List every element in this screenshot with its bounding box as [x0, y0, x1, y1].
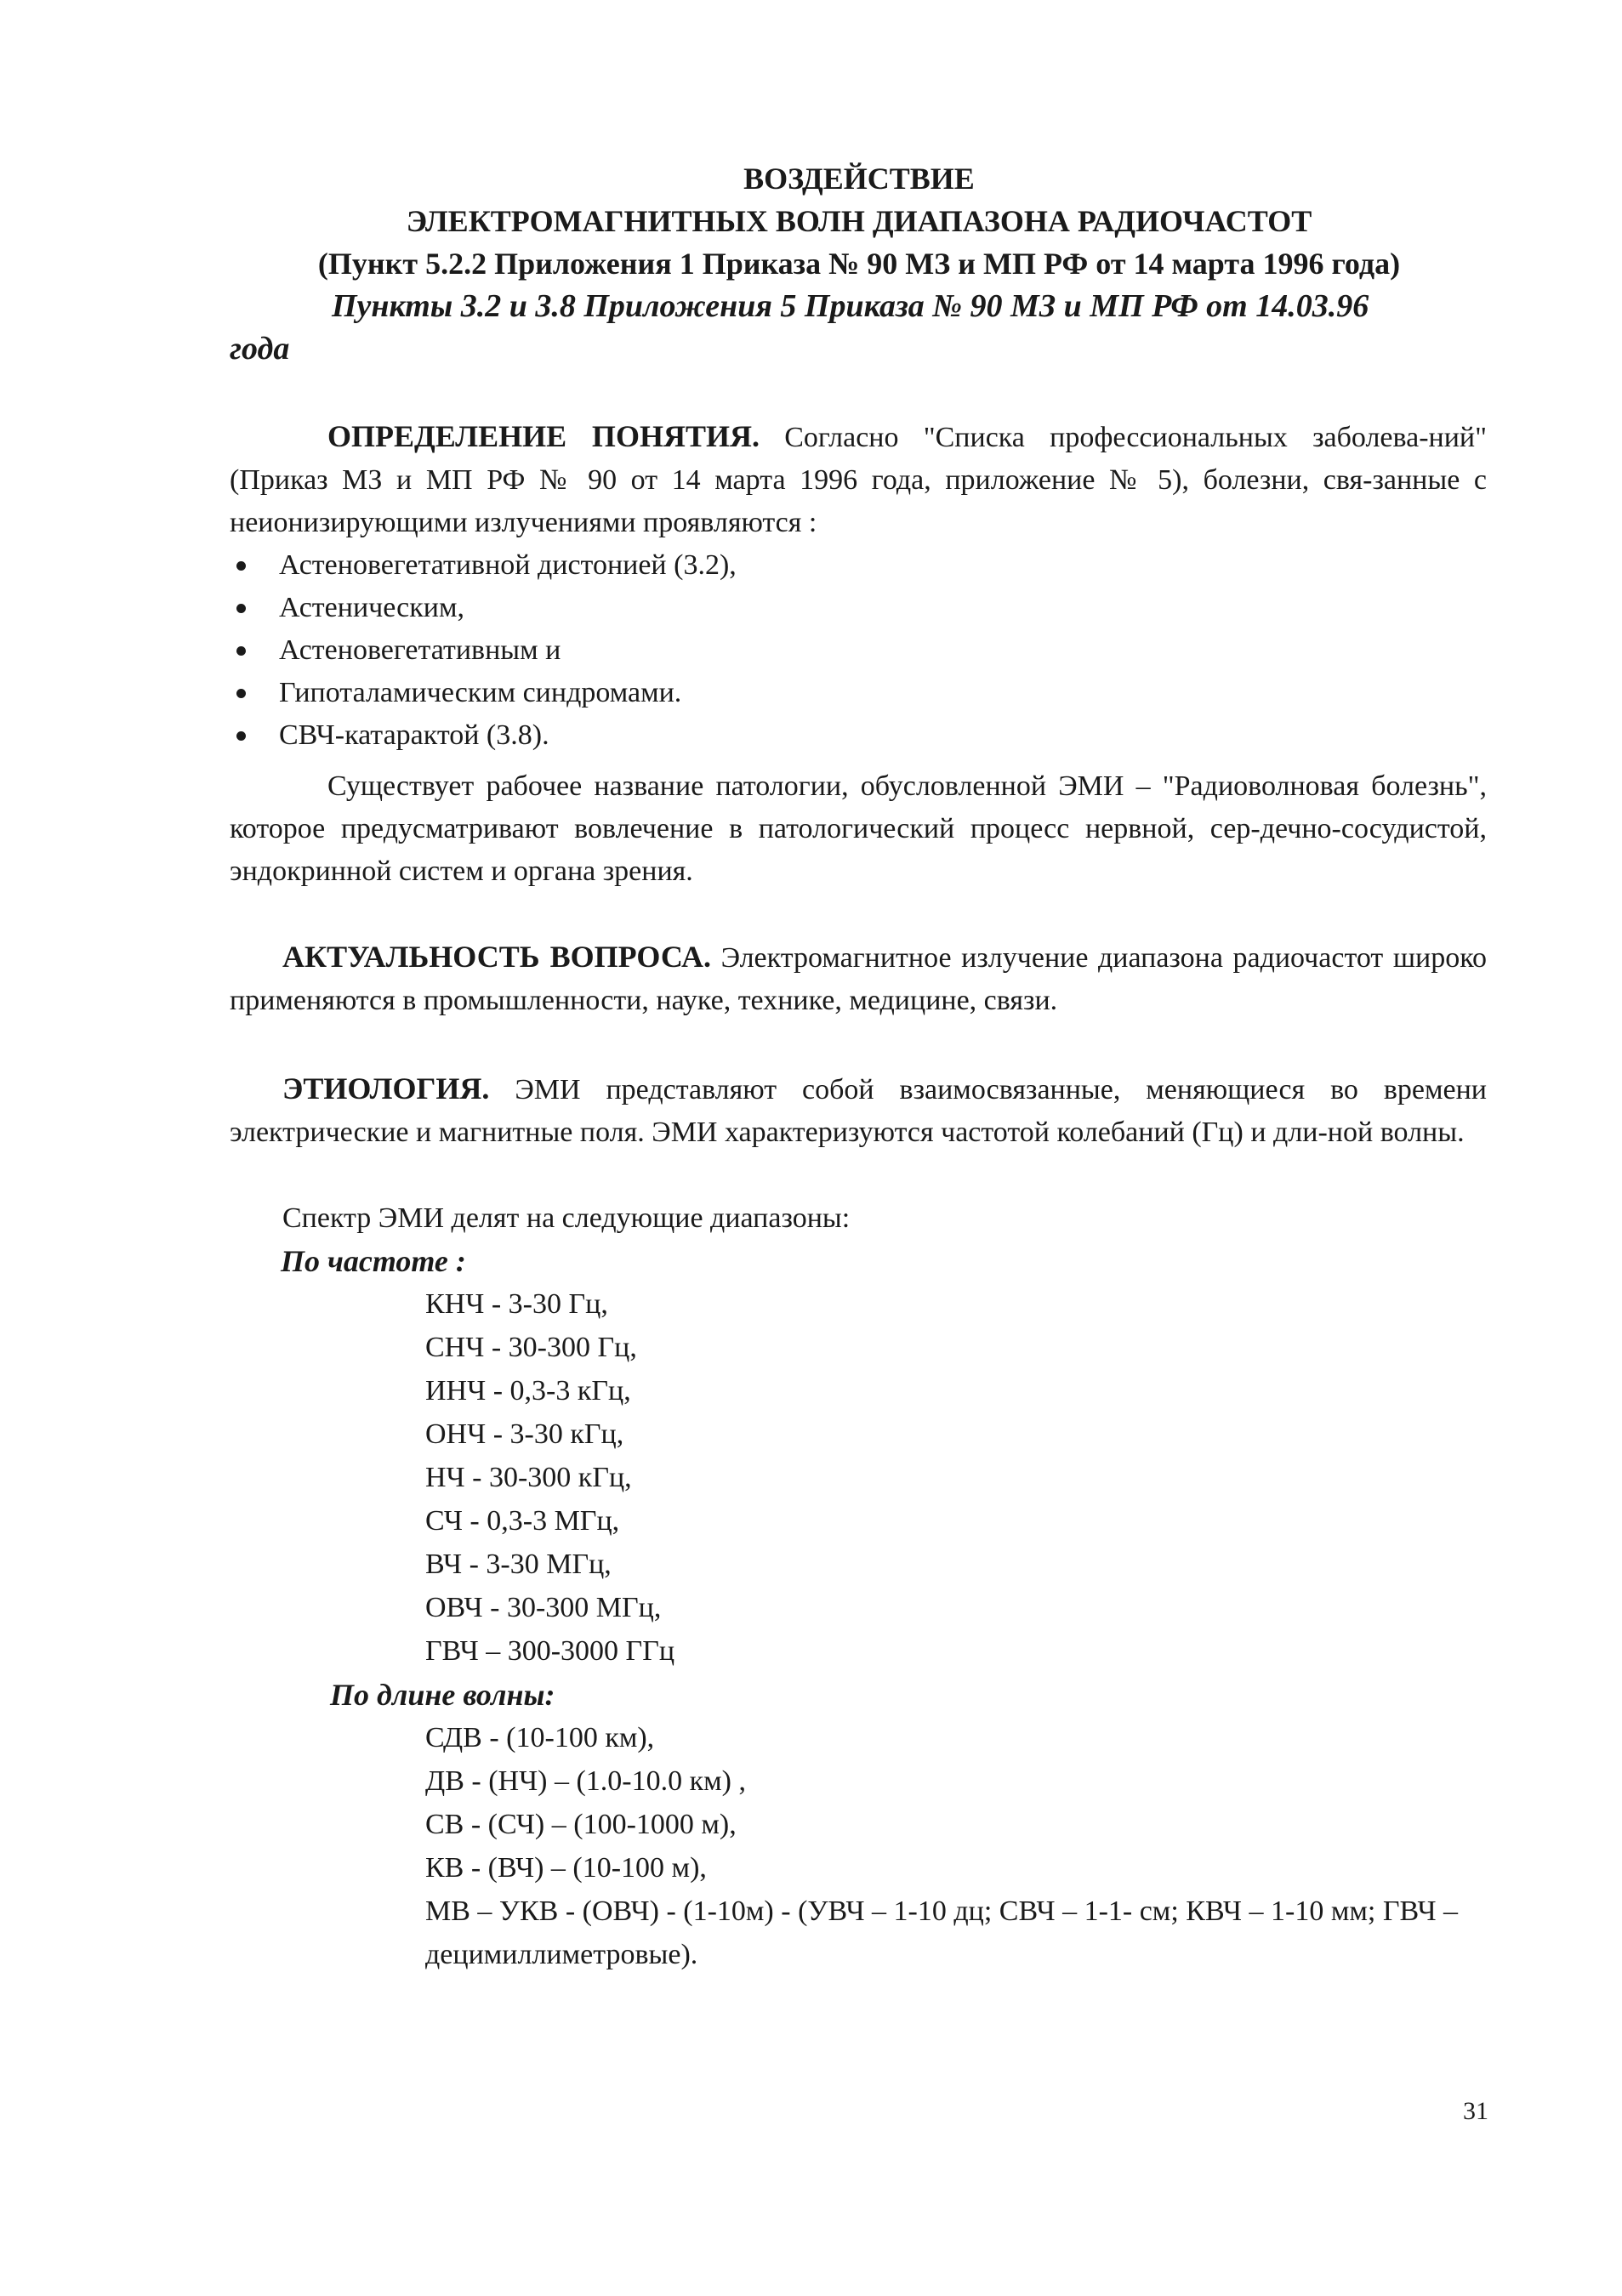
list-item: КВ - (ВЧ) – (10-100 м), — [425, 1852, 707, 1884]
list-item: СВ - (СЧ) – (100-1000 м), — [425, 1809, 737, 1840]
title-block — [230, 157, 1488, 370]
wavelength-label: По длине волны: — [330, 1678, 555, 1712]
bullet-icon — [236, 731, 246, 741]
frequency-label: По частоте : — [281, 1244, 466, 1278]
page-number: 31 — [1463, 2097, 1488, 2125]
list-item: СВЧ-катарактой (3.8). — [230, 714, 1488, 757]
etiology-paragraph — [230, 1067, 1487, 1154]
relevance-paragraph — [230, 935, 1487, 1022]
list-item: МВ – УКВ - (ОВЧ) - (1-10м) - (УВЧ – 1-10 дц; СВЧ – 1-1- см; КВЧ – 1-10 мм; ГВЧ – децимиллиметровые). — [425, 1895, 1459, 1970]
wavelength-range-list — [425, 1716, 1463, 1976]
definition-after-text: Существует рабочее название патологии, обусловленной ЭМИ – "Радиоволновая болезнь", которое предусматривают вовлечение в патологический процесс нервной, сер-дечно-сосудистой, эндокринной систем и органа зрения. — [230, 770, 1487, 887]
title-line-4: Пункты 3.2 и 3.8 Приложения 5 Приказа № 90 МЗ и МП РФ от 14.03.96 — [332, 288, 1369, 324]
frequency-range-list — [425, 1282, 674, 1673]
list-item: ОНЧ - 3-30 кГц, — [425, 1418, 624, 1450]
list-item: Гипоталамическим синдромами. — [230, 672, 1488, 714]
relevance-text: Электромагнитное излучение диапазона радиочастот широко применяются в промышленности, науке, технике, медицине, связи. — [230, 942, 1488, 1016]
list-item: СНЧ - 30-300 Гц, — [425, 1332, 637, 1363]
list-item: НЧ - 30-300 кГц, — [425, 1462, 632, 1493]
bullet-icon — [236, 689, 246, 698]
list-item: КНЧ - 3-30 Гц, — [425, 1288, 608, 1320]
list-item: Астеновегетативным и — [230, 629, 1488, 672]
title-line-5: года — [230, 331, 290, 367]
list-item: ГВЧ – 300-3000 ГГц — [425, 1635, 675, 1667]
definition-text: Согласно "Списка профессиональных заболева-ний" (Приказ МЗ и МП РФ № 90 от 14 марта 1996 года, приложение № 5), болезни, свя-занные с неионизирующими излучениями проявляются : — [230, 422, 1487, 538]
list-item: ОВЧ - 30-300 МГц, — [425, 1592, 662, 1623]
etiology-text: ЭМИ представляют собой взаимосвязанные, меняющиеся во времени электрические и магнитные поля. ЭМИ характеризуются частотой колебаний (Гц) и дли-ной волны. — [230, 1074, 1488, 1148]
bullet-icon — [236, 561, 246, 571]
bullet-icon — [236, 604, 246, 613]
title-line-3: (Пункт 5.2.2 Приложения 1 Приказа № 90 МЗ и МП РФ от 14 марта 1996 года) — [317, 247, 1401, 281]
relevance-heading: АКТУАЛЬНОСТЬ ВОПРОСА. — [282, 940, 712, 974]
title-line-1: ВОЗДЕЙСТВИЕ — [743, 162, 975, 196]
bullet-icon — [236, 646, 246, 656]
list-item: Астеновегетативной дистонией (3.2), — [230, 544, 1488, 587]
list-item: Астеническим, — [230, 587, 1488, 629]
title-line-2: ЭЛЕКТРОМАГНИТНЫХ ВОЛН ДИАПАЗОНА РАДИОЧАСТОТ — [406, 204, 1312, 238]
definition-after-paragraph — [230, 765, 1487, 893]
list-item: СДВ - (10-100 км), — [425, 1722, 655, 1753]
spectrum-intro: Спектр ЭМИ делят на следующие диапазоны: — [282, 1202, 851, 1234]
etiology-heading: ЭТИОЛОГИЯ. — [282, 1071, 490, 1105]
list-item: ИНЧ - 0,3-3 кГц, — [425, 1375, 631, 1407]
list-item: ДВ - (НЧ) – (1.0-10.0 км) , — [425, 1765, 746, 1797]
list-item: ВЧ - 3-30 МГц, — [425, 1549, 612, 1580]
definition-heading: ОПРЕДЕЛЕНИЕ ПОНЯТИЯ. — [327, 419, 760, 453]
definition-paragraph — [230, 415, 1487, 544]
definition-bullet-list — [230, 544, 1488, 757]
list-item: СЧ - 0,3-3 МГц, — [425, 1505, 620, 1537]
